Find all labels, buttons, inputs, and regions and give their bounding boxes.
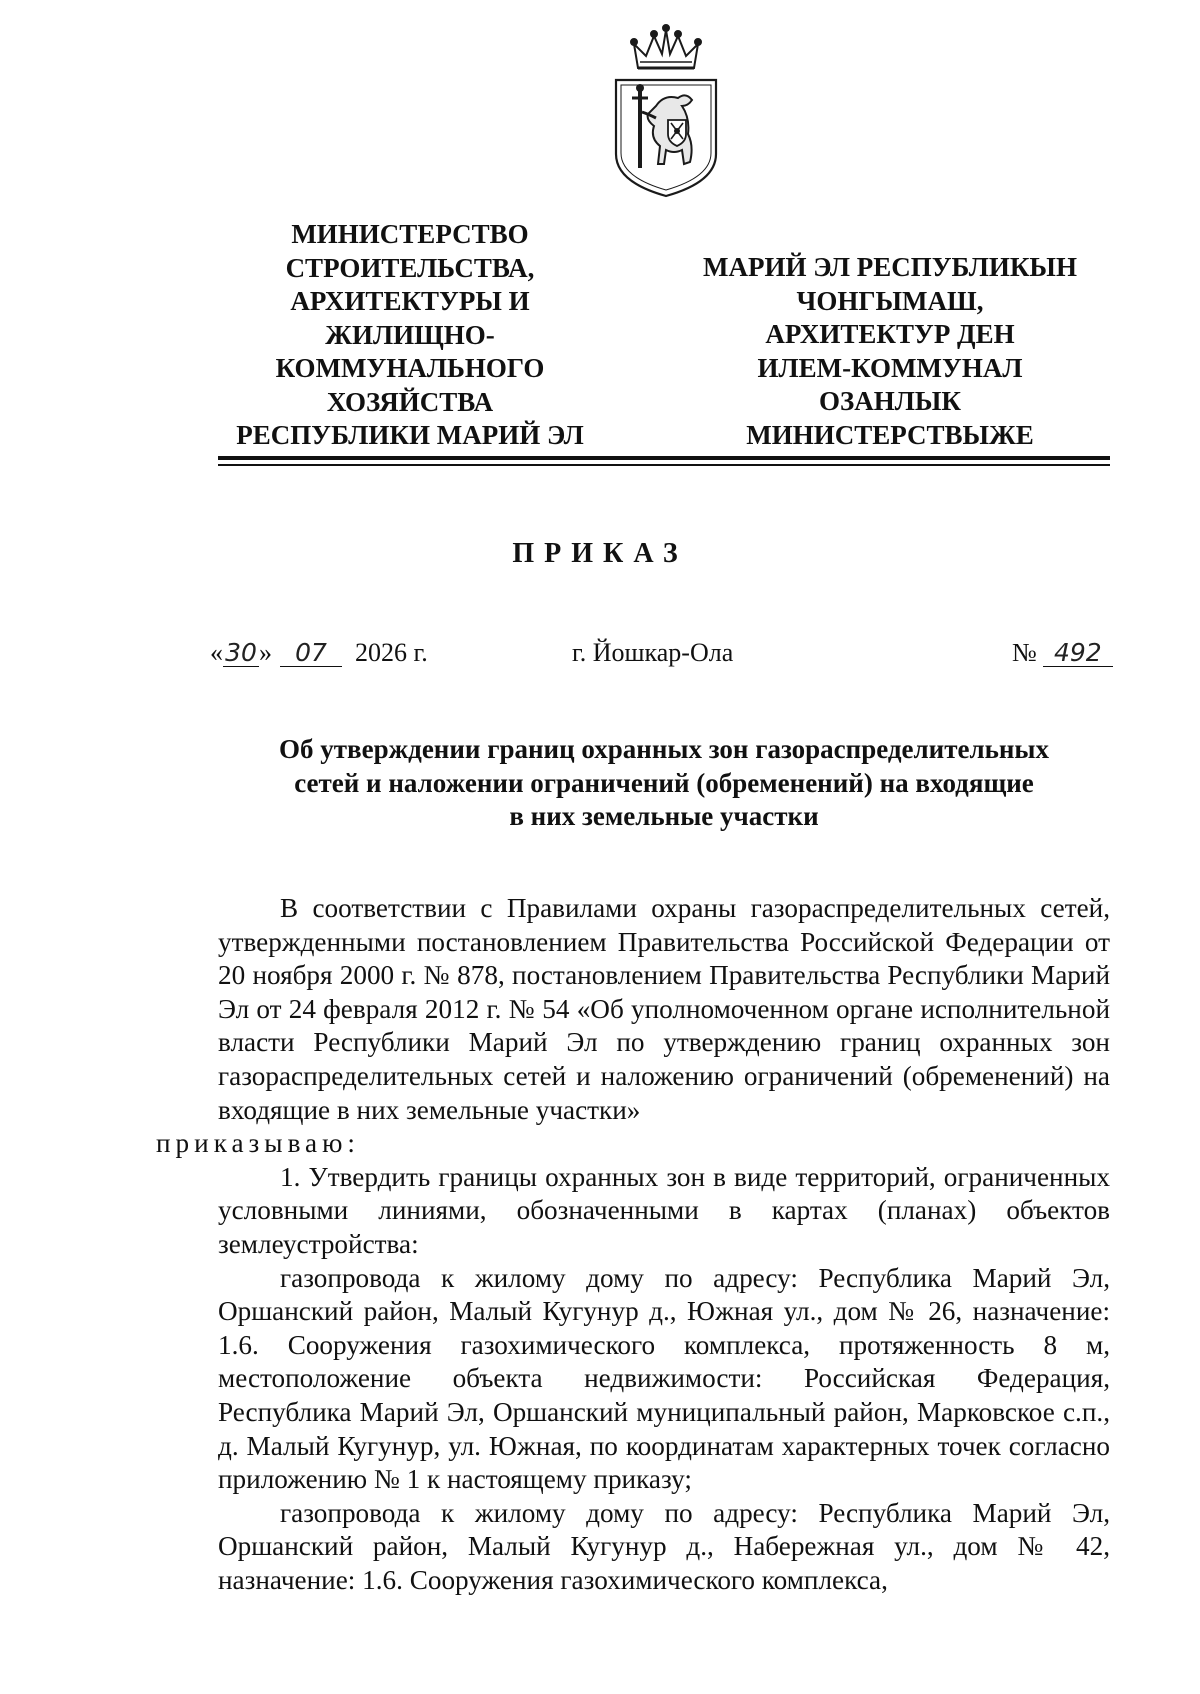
- document-title: [218, 733, 1110, 834]
- date-quote-close: »: [259, 638, 272, 667]
- number-label: №: [1012, 638, 1037, 667]
- document-date: [210, 638, 428, 668]
- document-type-heading: ПРИКАЗ: [512, 538, 688, 569]
- header-left-line: МИНИСТЕРСТВО: [291, 219, 529, 249]
- header-right-line: ОЗАНЛЫК: [819, 386, 961, 416]
- header-right-line: ЧОНГЫМАШ,: [796, 285, 984, 316]
- header-left-line: РЕСПУБЛИКИ МАРИЙ ЭЛ: [236, 420, 584, 450]
- header-left-line: КОММУНАЛЬНОГО: [275, 353, 545, 383]
- document-city: г. Йошкар-Ола: [572, 638, 734, 667]
- title-line: сетей и наложении ограничений (обременений) на входящие: [294, 767, 1034, 798]
- handwritten-month: 07: [280, 640, 342, 667]
- date-year: 2026 г.: [355, 638, 428, 667]
- ministry-name-mari: [660, 251, 1120, 452]
- header-left-line: АРХИТЕКТУРЫ И: [290, 286, 530, 316]
- subitem-paragraph: газопровода к жилому дому по адресу: Республика Марий Эл, Оршанский район, Малый Кугунур д., Набережная ул., дом № 42, назначение: 1.6. Сооружения газохимического комплекса,: [218, 1497, 1110, 1595]
- preamble-text: В соответствии с Правилами охраны газораспределительных сетей, утвержденными постановлением Правительства Российской Федерации от 20 ноября 2000 г. № 878, постановлением Правительства Республики Марий Эл от 24 февраля 2012 г. № 54 «Об уполномоченном органе исполнительной власти Республики Марий Эл по утверждению границ охранных зон газораспределительных сетей и наложению ограничений (обременений) на входящие в них земельные участки»: [218, 893, 1110, 1125]
- date-quote-open: «: [210, 638, 223, 667]
- header-divider-thick: [218, 456, 1110, 460]
- handwritten-number: 492: [1043, 640, 1113, 667]
- header-right-line: АРХИТЕКТУР ДЕН: [765, 319, 1015, 349]
- title-line: в них земельные участки: [509, 801, 819, 831]
- document-body: [156, 892, 1110, 1597]
- header-left-line: ЖИЛИЩНО-: [325, 319, 495, 350]
- header-left-line: СТРОИТЕЛЬСТВА,: [285, 252, 535, 283]
- header-left-line: ХОЗЯЙСТВА: [326, 386, 494, 417]
- item-1-paragraph: 1. Утвердить границы охранных зон в виде территорий, ограниченных условными линиями, обозначенными в картах (планах) объектов землеустройства:: [218, 1161, 1110, 1259]
- coat-of-arms-icon: [608, 22, 724, 200]
- header-right-line: ИЛЕМ-КОММУНАЛ: [757, 352, 1023, 383]
- subitem-paragraph: газопровода к жилому дому по адресу: Республика Марий Эл, Оршанский район, Малый Кугунур д., Южная ул., дом № 26, назначение: 1.6. Сооружения газохимического комплекса, протяженность 8 м, местоположение объекта недвижимости: Российская Федерация, Республика Марий Эл, Оршанский муниципальный район, Марковское с.п., д. Малый Кугунур, ул. Южная, по координатам характерных точек согласно приложению № 1 к настоящему приказу;: [218, 1262, 1110, 1495]
- header-right-line: МИНИСТЕРСТВЫЖЕ: [746, 419, 1034, 450]
- title-line: Об утверждении границ охранных зон газораспределительных: [278, 734, 1050, 764]
- ministry-name-russian: [205, 218, 615, 453]
- document-number: [1012, 638, 1113, 668]
- header-right-line: МАРИЙ ЭЛ РЕСПУБЛИКЫН: [703, 252, 1077, 282]
- order-word: приказываю:: [156, 1128, 360, 1159]
- header-divider-thin: [218, 464, 1110, 466]
- handwritten-day: 30: [223, 640, 259, 667]
- preamble-paragraph: [156, 892, 1110, 1161]
